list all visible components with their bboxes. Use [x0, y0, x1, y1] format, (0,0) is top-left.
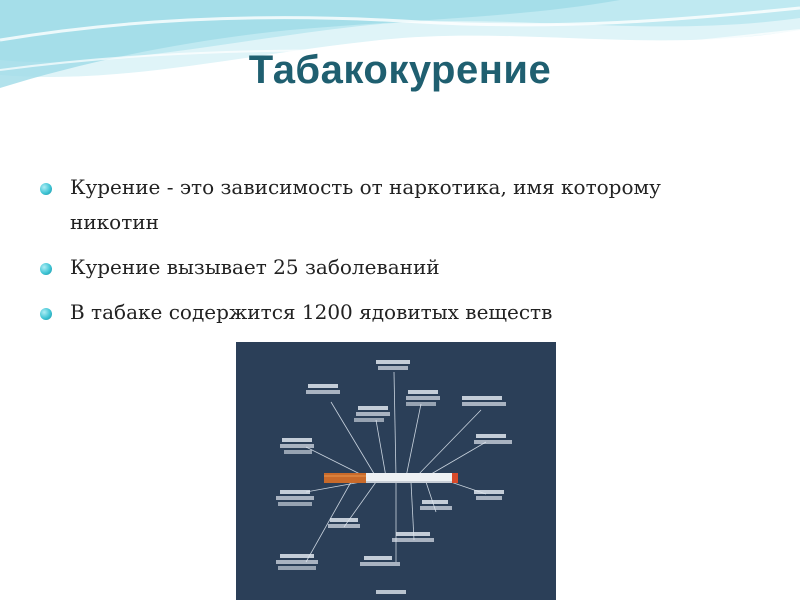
cigarette-diagram-picture — [236, 342, 556, 600]
bullet-marker-icon — [40, 308, 52, 320]
bullet-text: В табаке содержится 1200 ядовитых веществ — [70, 300, 553, 324]
cigarette-components-image — [236, 342, 556, 600]
page-title: Табакокурение — [248, 48, 552, 92]
bullet-item — [40, 250, 740, 285]
bullet-marker-icon — [40, 263, 52, 275]
bullet-text: Курение вызывает 25 заболеваний — [70, 255, 440, 279]
bullet-text: Курение - это зависимость от наркотика, имя которому никотин — [70, 175, 661, 234]
bullet-item — [40, 295, 740, 330]
bullet-list — [40, 170, 740, 340]
bullet-item — [40, 170, 740, 240]
cigarette-drawing — [324, 473, 458, 483]
bullet-marker-icon — [40, 183, 52, 195]
